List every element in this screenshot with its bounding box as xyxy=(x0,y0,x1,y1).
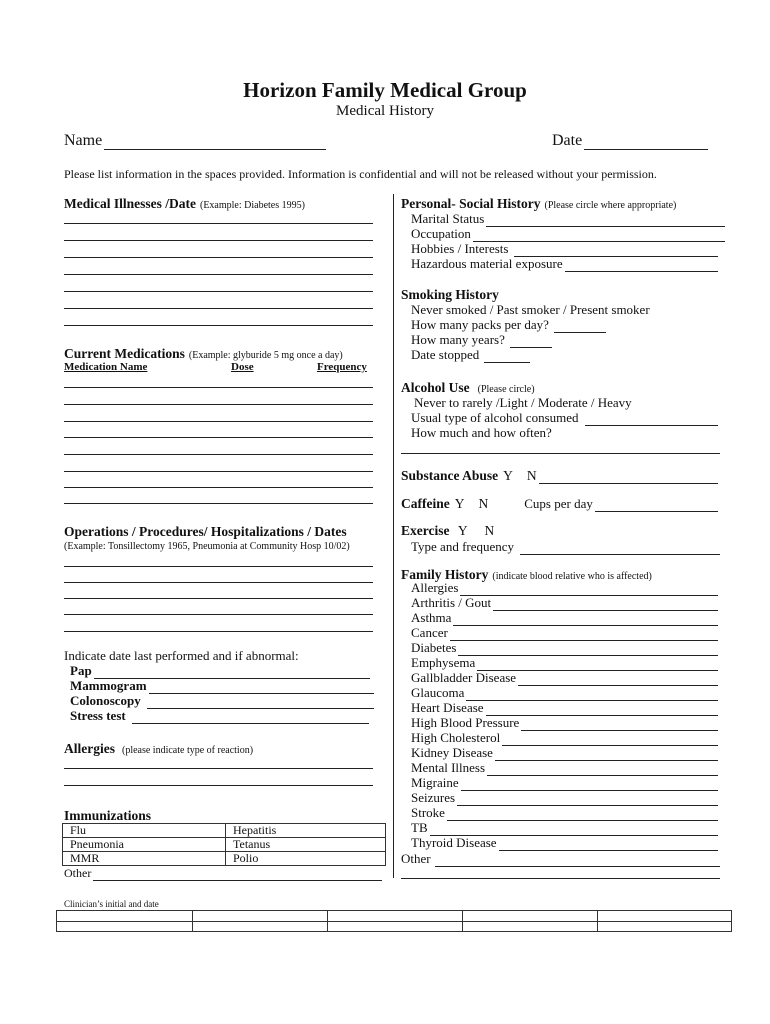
table-row xyxy=(63,852,386,866)
medical-illnesses-heading: Medical Illnesses /Date (Example: Diabetes 1995) xyxy=(64,196,305,211)
list-item[interactable]: High Cholesterol xyxy=(411,731,718,746)
allergies-heading: Allergies (please indicate type of reaction) xyxy=(64,741,254,756)
list-item[interactable]: Emphysema xyxy=(411,656,718,671)
list-item[interactable]: Allergies xyxy=(411,581,718,596)
family-history-extra-line[interactable] xyxy=(401,878,720,879)
list-item[interactable]: Migraine xyxy=(411,776,718,791)
operations-heading: Operations / Procedures/ Hospitalizations / Dates xyxy=(64,524,347,539)
col-dose: Dose xyxy=(231,361,254,373)
imm-flu[interactable]: Flu xyxy=(63,824,226,838)
caffeine-field[interactable]: Caffeine Y N Cups per day xyxy=(401,496,718,512)
date-field[interactable] xyxy=(552,132,708,150)
table-row xyxy=(63,824,386,838)
list-item[interactable]: Cancer xyxy=(411,626,718,641)
name-field[interactable] xyxy=(64,132,326,150)
alcohol-type-field[interactable]: Usual type of alcohol consumed xyxy=(411,410,718,426)
list-item[interactable]: Asthma xyxy=(411,611,718,626)
date-stopped-field[interactable]: Date stopped xyxy=(411,347,530,363)
alcohol-use-heading: Alcohol Use (Please circle) xyxy=(401,380,535,395)
hazardous-exposure-field[interactable]: Hazardous material exposure xyxy=(411,256,718,272)
list-item[interactable]: Stroke xyxy=(411,806,718,821)
smoking-options[interactable]: Never smoked / Past smoker / Present smoker xyxy=(411,302,650,317)
list-item[interactable]: Diabetes xyxy=(411,641,718,656)
list-item[interactable]: Kidney Disease xyxy=(411,746,718,761)
pap-field[interactable]: Pap xyxy=(70,663,370,679)
name-label: Name xyxy=(64,132,103,149)
imm-polio[interactable]: Polio xyxy=(226,852,386,866)
column-divider xyxy=(393,194,394,878)
current-medications-heading: Current Medications (Example: glyburide 5 mg once a day) xyxy=(64,346,343,361)
colonoscopy-field[interactable]: Colonoscopy xyxy=(70,693,374,709)
list-item[interactable]: TB xyxy=(411,821,718,836)
date-label: Date xyxy=(552,132,583,149)
family-history-heading: Family History (indicate blood relative who is affected) xyxy=(401,567,652,582)
table-row xyxy=(63,838,386,852)
stress-test-field[interactable]: Stress test xyxy=(70,708,369,724)
list-item[interactable]: Glaucoma xyxy=(411,686,718,701)
list-item[interactable]: Mental Illness xyxy=(411,761,718,776)
list-item[interactable]: Thyroid Disease xyxy=(411,836,718,851)
col-frequency: Frequency xyxy=(317,361,367,373)
exercise-heading[interactable]: Exercise Y N xyxy=(401,523,495,538)
occupation-field[interactable]: Occupation xyxy=(411,226,725,242)
hobbies-field[interactable]: Hobbies / Interests xyxy=(411,241,718,257)
list-item[interactable]: Arthritis / Gout xyxy=(411,596,718,611)
form-subtitle: Medical History xyxy=(336,103,434,119)
mammogram-field[interactable]: Mammogram xyxy=(70,678,374,694)
marital-status-field[interactable]: Marital Status xyxy=(411,211,725,227)
immunizations-table xyxy=(62,823,386,866)
clinician-label: Clinician’s initial and date xyxy=(64,899,159,909)
clinician-table[interactable] xyxy=(56,910,732,932)
alcohol-frequency-line[interactable] xyxy=(401,453,720,454)
list-item[interactable]: Seizures xyxy=(411,791,718,806)
immunizations-heading: Immunizations xyxy=(64,808,152,823)
operations-example: (Example: Tonsillectomy 1965, Pneumonia at Community Hosp 10/02) xyxy=(64,541,350,552)
imm-hepatitis[interactable]: Hepatitis xyxy=(226,824,386,838)
smoking-history-heading: Smoking History xyxy=(401,287,499,302)
family-history-other-field[interactable]: Other xyxy=(401,851,720,867)
alcohol-options[interactable]: Never to rarely /Light / Moderate / Heavy xyxy=(414,395,632,410)
form-title: Horizon Family Medical Group xyxy=(243,78,527,102)
substance-abuse-field[interactable]: Substance Abuse Y N xyxy=(401,468,718,484)
social-history-heading: Personal- Social History (Please circle where appropriate) xyxy=(401,196,677,211)
immunizations-other-field[interactable]: Other xyxy=(64,866,382,881)
confidentiality-notice: Please list information in the spaces provided. Information is confidential and will not be released without your permission. xyxy=(64,167,657,181)
imm-tetanus[interactable]: Tetanus xyxy=(226,838,386,852)
years-smoked-field[interactable]: How many years? xyxy=(411,332,552,348)
col-medication-name: Medication Name xyxy=(64,361,148,373)
list-item[interactable]: High Blood Pressure xyxy=(411,716,718,731)
exercise-type-field[interactable]: Type and frequency xyxy=(411,539,720,555)
family-history-list xyxy=(411,581,718,851)
packs-per-day-field[interactable]: How many packs per day? xyxy=(411,317,606,333)
screening-intro: Indicate date last performed and if abnormal: xyxy=(64,648,299,663)
alcohol-frequency-label: How much and how often? xyxy=(411,425,552,440)
list-item[interactable]: Gallbladder Disease xyxy=(411,671,718,686)
imm-pneumonia[interactable]: Pneumonia xyxy=(63,838,226,852)
list-item[interactable]: Heart Disease xyxy=(411,701,718,716)
imm-mmr[interactable]: MMR xyxy=(63,852,226,866)
